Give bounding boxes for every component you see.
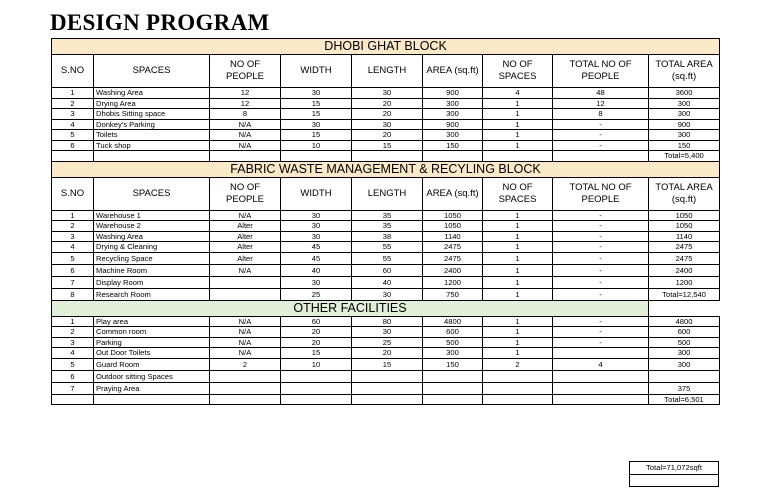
table-cell xyxy=(553,370,649,382)
table-cell xyxy=(483,382,553,394)
table-cell: 30 xyxy=(352,288,423,300)
header-row xyxy=(52,177,720,210)
table-cell: 4800 xyxy=(649,316,720,327)
table-cell: 300 xyxy=(423,98,483,109)
table-cell: 3600 xyxy=(649,88,720,99)
table-cell: - xyxy=(553,119,649,130)
table-cell: 38 xyxy=(352,231,423,242)
table-cell: 30 xyxy=(352,119,423,130)
table-cell: 2 xyxy=(52,98,94,109)
column-header: TOTAL AREA (sq.ft) xyxy=(649,177,720,210)
column-header: LENGTH xyxy=(352,55,423,88)
header-row xyxy=(52,55,720,88)
space-name: Recycling Space xyxy=(94,252,210,264)
table-row xyxy=(52,242,720,253)
table-cell: 12 xyxy=(553,98,649,109)
space-name: Washing Area xyxy=(94,231,210,242)
table-row xyxy=(52,119,720,130)
column-header: NO OF PEOPLE xyxy=(210,55,281,88)
table-row xyxy=(52,316,720,327)
table-cell: 750 xyxy=(423,288,483,300)
table-cell xyxy=(210,151,281,162)
table-cell: N/A xyxy=(210,316,281,327)
table-cell: 30 xyxy=(281,88,352,99)
table-cell: 300 xyxy=(649,109,720,120)
table-cell: 500 xyxy=(649,337,720,348)
table-cell: 1 xyxy=(483,316,553,327)
table-row xyxy=(52,276,720,288)
table-cell xyxy=(483,394,553,405)
table-row xyxy=(52,221,720,232)
total-row xyxy=(52,394,720,405)
table-cell: 600 xyxy=(423,327,483,338)
space-name: Guard Room xyxy=(94,358,210,370)
table-cell: - xyxy=(553,130,649,141)
table-cell: 300 xyxy=(649,130,720,141)
table-cell: 30 xyxy=(281,119,352,130)
table-cell xyxy=(423,370,483,382)
table-cell: 900 xyxy=(423,119,483,130)
column-header: S.NO xyxy=(52,177,94,210)
table-cell xyxy=(483,151,553,162)
table-cell: 55 xyxy=(352,252,423,264)
column-header: AREA (sq.ft) xyxy=(423,177,483,210)
table-cell: 45 xyxy=(281,252,352,264)
space-name: Research Room xyxy=(94,288,210,300)
table-cell: 30 xyxy=(281,276,352,288)
table-cell: 80 xyxy=(352,316,423,327)
table-cell: 15 xyxy=(281,109,352,120)
table-cell: 300 xyxy=(649,358,720,370)
space-name: Toilets xyxy=(94,130,210,141)
table-cell: 1 xyxy=(483,288,553,300)
table-cell: N/A xyxy=(210,348,281,359)
table-cell: 1140 xyxy=(423,231,483,242)
table-cell: - xyxy=(553,316,649,327)
table-cell: 1 xyxy=(483,221,553,232)
column-header: TOTAL AREA (sq.ft) xyxy=(649,55,720,88)
table-cell: 1 xyxy=(483,264,553,276)
table-cell xyxy=(210,370,281,382)
table-cell: 600 xyxy=(649,327,720,338)
table-cell xyxy=(94,394,210,405)
table-cell: 2400 xyxy=(423,264,483,276)
table-cell: 150 xyxy=(649,140,720,151)
space-name: Tuck shop xyxy=(94,140,210,151)
table-cell: 1 xyxy=(483,119,553,130)
table-cell xyxy=(281,394,352,405)
table-cell: 30 xyxy=(352,327,423,338)
space-name: Machine Room xyxy=(94,264,210,276)
table-cell: - xyxy=(553,337,649,348)
page-title: DESIGN PROGRAM xyxy=(50,10,270,35)
table-cell: 4 xyxy=(52,119,94,130)
table-cell: N/A xyxy=(210,140,281,151)
table-cell: N/A xyxy=(210,264,281,276)
table-cell: 35 xyxy=(352,210,423,221)
table-cell: 2 xyxy=(52,221,94,232)
table-cell xyxy=(210,382,281,394)
table-row xyxy=(52,210,720,221)
column-header: NO OF PEOPLE xyxy=(210,177,281,210)
table-cell: 1 xyxy=(483,140,553,151)
table-row xyxy=(52,264,720,276)
table-cell: 25 xyxy=(352,337,423,348)
table-cell: 15 xyxy=(352,358,423,370)
block-title: DHOBI GHAT BLOCK xyxy=(52,39,720,55)
column-header: NO OF SPACES xyxy=(483,177,553,210)
table-cell xyxy=(423,151,483,162)
table-cell: 2475 xyxy=(423,242,483,253)
table-cell: 1050 xyxy=(649,221,720,232)
table-cell: 900 xyxy=(423,88,483,99)
table-cell xyxy=(553,151,649,162)
table-cell xyxy=(649,370,720,382)
table-cell xyxy=(352,394,423,405)
table-cell: N/A xyxy=(210,337,281,348)
table-cell: 30 xyxy=(352,88,423,99)
table-cell: 1050 xyxy=(423,210,483,221)
table-cell: 15 xyxy=(281,348,352,359)
table-cell xyxy=(210,394,281,405)
table-cell: 2 xyxy=(52,327,94,338)
table-cell xyxy=(352,370,423,382)
table-cell: 1 xyxy=(52,316,94,327)
table-cell: 2 xyxy=(483,358,553,370)
table-cell: 15 xyxy=(352,140,423,151)
table-cell: 1 xyxy=(483,130,553,141)
table-cell: 300 xyxy=(423,109,483,120)
table-cell: 500 xyxy=(423,337,483,348)
table-cell: 15 xyxy=(281,98,352,109)
table-cell: 1200 xyxy=(423,276,483,288)
table-cell: 48 xyxy=(553,88,649,99)
table-cell: 1 xyxy=(483,242,553,253)
table-cell: 4 xyxy=(483,88,553,99)
total-row xyxy=(52,151,720,162)
space-name: Common room xyxy=(94,327,210,338)
table-cell: 12 xyxy=(210,88,281,99)
column-header: NO OF SPACES xyxy=(483,55,553,88)
table-cell xyxy=(352,382,423,394)
table-cell: 5 xyxy=(52,358,94,370)
table-row xyxy=(52,358,720,370)
table-row xyxy=(52,337,720,348)
column-header: S.NO xyxy=(52,55,94,88)
table-cell: 8 xyxy=(52,288,94,300)
space-name: Drying Area xyxy=(94,98,210,109)
table-cell: 1 xyxy=(483,98,553,109)
table-cell: 20 xyxy=(281,327,352,338)
table-cell: - xyxy=(553,252,649,264)
table-cell: 1 xyxy=(483,109,553,120)
table-cell xyxy=(281,151,352,162)
table-cell: 60 xyxy=(352,264,423,276)
table-row xyxy=(52,288,720,300)
table-cell: Alter xyxy=(210,231,281,242)
table-cell xyxy=(281,382,352,394)
table-cell: 30 xyxy=(281,210,352,221)
table-cell: - xyxy=(553,327,649,338)
table-cell: 1 xyxy=(483,210,553,221)
table-cell: 1 xyxy=(483,348,553,359)
table-cell: 15 xyxy=(281,130,352,141)
column-header: TOTAL NO OF PEOPLE xyxy=(553,55,649,88)
table-cell: 2400 xyxy=(649,264,720,276)
table-cell: 1140 xyxy=(649,231,720,242)
space-name: Donkey's Parking xyxy=(94,119,210,130)
table-cell: - xyxy=(553,210,649,221)
table-cell: - xyxy=(553,264,649,276)
table-cell: 1200 xyxy=(649,276,720,288)
table-cell: 2 xyxy=(210,358,281,370)
space-name: Out Door Toilets xyxy=(94,348,210,359)
table-cell: - xyxy=(553,276,649,288)
table-cell: 30 xyxy=(281,231,352,242)
column-header: TOTAL NO OF PEOPLE xyxy=(553,177,649,210)
table-cell: 45 xyxy=(281,242,352,253)
table-cell: 6 xyxy=(52,370,94,382)
table-cell: 35 xyxy=(352,221,423,232)
table-cell: N/A xyxy=(210,119,281,130)
table-cell: 40 xyxy=(281,264,352,276)
table-cell: 40 xyxy=(352,276,423,288)
table-cell: 20 xyxy=(281,337,352,348)
table-cell: 7 xyxy=(52,382,94,394)
space-name: Display Room xyxy=(94,276,210,288)
table-cell: 300 xyxy=(649,348,720,359)
column-header: WIDTH xyxy=(281,177,352,210)
space-name: Parking xyxy=(94,337,210,348)
table-cell: 25 xyxy=(281,288,352,300)
table-row xyxy=(52,370,720,382)
table-cell xyxy=(553,348,649,359)
table-row xyxy=(52,327,720,338)
table-cell: 300 xyxy=(649,98,720,109)
table-cell: N/A xyxy=(210,130,281,141)
table-cell: 300 xyxy=(423,348,483,359)
table-cell: - xyxy=(553,242,649,253)
table-cell: - xyxy=(553,231,649,242)
table-cell: 55 xyxy=(352,242,423,253)
table-cell xyxy=(94,151,210,162)
table-cell: 1 xyxy=(52,210,94,221)
table-cell: 10 xyxy=(281,140,352,151)
table-cell: 1 xyxy=(483,327,553,338)
grand-total-blank xyxy=(630,474,719,487)
table-cell: 5 xyxy=(52,252,94,264)
table-cell: Total=12,540 xyxy=(649,288,720,300)
table-cell: 1 xyxy=(483,252,553,264)
table-cell: 150 xyxy=(423,358,483,370)
grand-total-box xyxy=(629,461,719,487)
table-cell: - xyxy=(553,140,649,151)
space-name: Praying Area xyxy=(94,382,210,394)
table-cell: Alter xyxy=(210,221,281,232)
table-cell: 10 xyxy=(281,358,352,370)
table-cell xyxy=(52,394,94,405)
table-cell: 4 xyxy=(553,358,649,370)
table-row xyxy=(52,130,720,141)
column-header: SPACES xyxy=(94,177,210,210)
table-cell: 1050 xyxy=(649,210,720,221)
block-title: OTHER FACILITIES xyxy=(52,300,649,316)
table-cell: 1 xyxy=(483,337,553,348)
table-cell xyxy=(423,382,483,394)
table-cell: 20 xyxy=(352,109,423,120)
table-row xyxy=(52,252,720,264)
column-header: LENGTH xyxy=(352,177,423,210)
table-cell: - xyxy=(553,221,649,232)
table-cell: 30 xyxy=(281,221,352,232)
table-row xyxy=(52,348,720,359)
block-band-row xyxy=(52,39,720,55)
table-cell: 20 xyxy=(352,98,423,109)
table-row xyxy=(52,140,720,151)
table-cell: 5 xyxy=(52,130,94,141)
table-cell: 900 xyxy=(649,119,720,130)
table-cell xyxy=(281,370,352,382)
table-cell: 8 xyxy=(553,109,649,120)
column-header: AREA (sq.ft) xyxy=(423,55,483,88)
table-cell: 20 xyxy=(352,348,423,359)
table-row xyxy=(52,88,720,99)
table-cell: 3 xyxy=(52,337,94,348)
block-total: Total=5,400 xyxy=(649,151,720,162)
table-cell: 7 xyxy=(52,276,94,288)
block-total: Total=6,501 xyxy=(649,394,720,405)
table-cell xyxy=(553,382,649,394)
table-cell: 4 xyxy=(52,348,94,359)
space-name: Dhobis Sitting space xyxy=(94,109,210,120)
table-cell xyxy=(210,288,281,300)
table-cell: Alter xyxy=(210,252,281,264)
table-cell: 1 xyxy=(52,88,94,99)
table-cell: 375 xyxy=(649,382,720,394)
table-cell: 300 xyxy=(423,130,483,141)
table-cell xyxy=(210,276,281,288)
table-cell: 6 xyxy=(52,140,94,151)
table-cell: 2475 xyxy=(649,252,720,264)
table-cell: 20 xyxy=(352,130,423,141)
table-cell: 3 xyxy=(52,109,94,120)
table-row xyxy=(52,98,720,109)
table-cell: 2475 xyxy=(649,242,720,253)
space-name: Warehouse 1 xyxy=(94,210,210,221)
space-name: Drying & Cleaning xyxy=(94,242,210,253)
block-band-row xyxy=(52,161,720,177)
table-cell: 3 xyxy=(52,231,94,242)
space-name: Washing Area xyxy=(94,88,210,99)
table-cell: 60 xyxy=(281,316,352,327)
table-cell: 2475 xyxy=(423,252,483,264)
design-program-table xyxy=(51,38,720,405)
table-cell: 4 xyxy=(52,242,94,253)
table-cell: 4800 xyxy=(423,316,483,327)
grand-total: Total=71,072sqft xyxy=(630,462,719,475)
table-cell xyxy=(553,394,649,405)
table-row xyxy=(52,109,720,120)
table-cell: 6 xyxy=(52,264,94,276)
column-header: SPACES xyxy=(94,55,210,88)
table-cell xyxy=(483,370,553,382)
table-cell: 1 xyxy=(483,231,553,242)
space-name: Warehouse 2 xyxy=(94,221,210,232)
space-name: Outdoor sitting Spaces xyxy=(94,370,210,382)
table-cell: Alter xyxy=(210,242,281,253)
table-cell: 8 xyxy=(210,109,281,120)
table-cell xyxy=(352,151,423,162)
table-cell: 150 xyxy=(423,140,483,151)
table-cell: 1050 xyxy=(423,221,483,232)
block-title-blank xyxy=(649,300,720,316)
block-band-row xyxy=(52,300,720,316)
column-header: WIDTH xyxy=(281,55,352,88)
table-cell: N/A xyxy=(210,327,281,338)
table-cell: 12 xyxy=(210,98,281,109)
table-cell: 1 xyxy=(483,276,553,288)
table-cell xyxy=(52,151,94,162)
table-cell: N/A xyxy=(210,210,281,221)
table-cell: - xyxy=(553,288,649,300)
space-name: Play area xyxy=(94,316,210,327)
block-title: FABRIC WASTE MANAGEMENT & RECYLING BLOCK xyxy=(52,161,720,177)
table-row xyxy=(52,382,720,394)
table-cell xyxy=(423,394,483,405)
table-row xyxy=(52,231,720,242)
